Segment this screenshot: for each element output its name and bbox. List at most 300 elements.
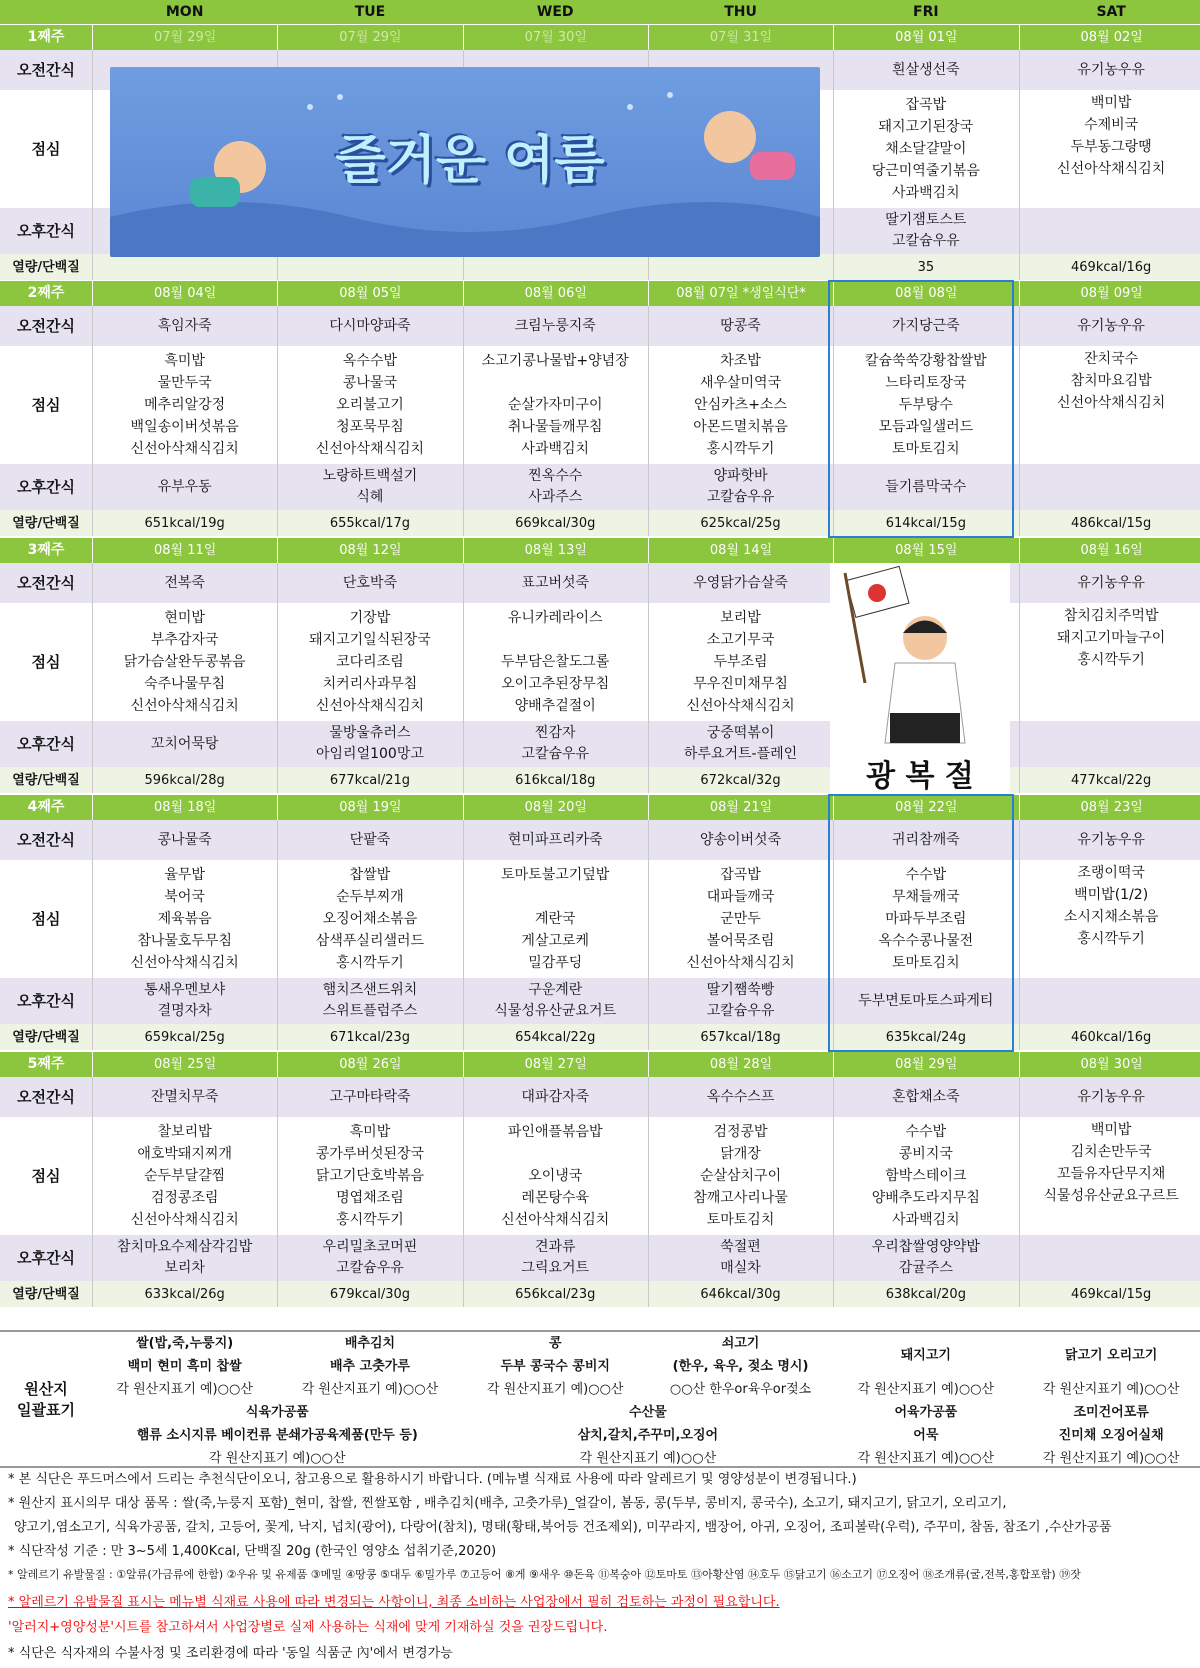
pm-item: 유부우동: [157, 478, 212, 495]
pm-label: 오후간식: [17, 221, 75, 240]
lunch-item: 닭개장: [720, 1146, 761, 1162]
lunch-item: 신선아삭채식김치: [130, 955, 239, 971]
date-cell: 08월 12일: [277, 537, 462, 563]
origin-cat2: 식육가공품: [245, 1405, 309, 1420]
grid-line: [1019, 820, 1020, 1050]
am-snack-cell: 우영닭가슴살죽: [693, 574, 788, 591]
day-header-thu: THU: [724, 3, 757, 20]
pm-item: 찐옥수수: [528, 468, 583, 484]
lunch-cell: [277, 860, 462, 978]
note-line: 양고기,염소고기, 식육가공품, 갈치, 고등어, 꽃게, 낙지, 넙치(광어), 다랑어(참치), 명태(황태,북어등 건조제외), 미꾸라지, 뱀장어, 아귀, 오징어, 조피볼락(우럭), 주꾸미, 참돔, 참조기 ,수산가공품: [14, 1520, 1112, 1535]
lunch-item: 숙주나물무침: [144, 676, 226, 692]
am-label: 오전간식: [17, 573, 75, 592]
pm-snack-cell: [648, 978, 833, 1024]
date-cell: 08월 19일: [277, 794, 462, 820]
kcal-cell: 672kcal/32g: [700, 772, 781, 788]
kcal-cell: 477kcal/22g: [1071, 772, 1152, 788]
lunch-item: 소고기무국: [706, 632, 775, 648]
day-header-tue: TUE: [354, 3, 386, 20]
date-cell: 08월 23일: [1019, 794, 1200, 820]
pm-snack-cell: [277, 978, 462, 1024]
kcal-cell: 679kcal/30g: [329, 1286, 411, 1302]
am-snack-cell: 유기농우유: [1077, 61, 1145, 78]
lunch-item: 제육볶음: [157, 911, 212, 927]
pm-item: 보리차: [164, 1260, 205, 1276]
pm-item: 참치마요수제삼각김밥: [117, 1239, 253, 1255]
lunch-cell: [833, 1117, 1018, 1235]
pm-item: 딸기쨈쑥빵: [706, 982, 775, 998]
lunch-cell: [1019, 346, 1200, 464]
kcal-label: 열량/단백질: [12, 1029, 80, 1045]
pm-item: 고칼슘우유: [521, 746, 590, 762]
kcal-cell: 651kcal/19g: [144, 515, 225, 531]
lunch-item: 순두부찌개: [336, 889, 404, 905]
am-snack-cell: 땅콩죽: [720, 317, 761, 334]
lunch-item: 사과백김치: [892, 1212, 960, 1228]
lunch-item: 안심카츠+소스: [694, 397, 787, 413]
pm-item: 하루요거트-플레인: [683, 746, 798, 762]
kcal-cell: 616kcal/18g: [515, 772, 596, 788]
lunch-item: 신선아삭채식김치: [130, 441, 239, 457]
origin-example: 각 원산지표기 예)○○산: [301, 1382, 439, 1397]
lunch-item: 두부조림: [713, 654, 768, 670]
lunch-item: 느타리토장국: [885, 375, 967, 391]
origin-example: 각 원산지표기 예)○○산: [116, 1382, 253, 1397]
lunch-item: 수수밥: [905, 867, 947, 883]
lunch-item: 마파두부조림: [885, 911, 967, 927]
lunch-item: 대파들깨국: [706, 889, 775, 905]
lunch-item: 코다리조림: [336, 654, 404, 670]
pm-snack-cell: [277, 721, 462, 767]
lunch-item: 차조밥: [720, 353, 761, 369]
am-snack-cell: 유기농우유: [1077, 574, 1145, 591]
kcal-label: 열량/단백질: [12, 772, 80, 788]
kcal-cell: 469kcal/16g: [1071, 259, 1152, 275]
pm-item: 아임리얼100망고: [316, 746, 424, 762]
note-line: * 알레르기 유발물질 : ①알류(가금류에 한함) ②우유 및 유제품 ③메밀 ④땅콩 ⑤대두 ⑥밀가루 ⑦고등어 ⑧게 ⑨새우 ⑩돈육 ⑪복숭아 ⑫토마토 ⑬아황산염 ⑭호두 ⑮닭고기 ⑯소고기 ⑰오징어 ⑱조개류(굴,전복,홍합포함) ⑲잣: [8, 1568, 1081, 1581]
lunch-item: 소고기콩나물밥+양념장: [481, 353, 629, 369]
lunch-item: 신선아삭채식김치: [1057, 395, 1166, 411]
lunch-item: 순두부달걀찜: [144, 1168, 226, 1184]
lunch-item: 참치마요김밥: [1070, 373, 1152, 389]
summer-banner-title: 즐거운 여름: [335, 130, 605, 191]
am-snack-cell: 단호박죽: [342, 574, 397, 591]
lunch-item: 홍시깍두기: [336, 955, 404, 971]
lunch-item: 레몬탕수육: [521, 1190, 590, 1206]
lunch-item: 양배추겉절이: [514, 698, 596, 714]
note-line: * 식단은 식자재의 수불사정 및 조리환경에 따라 '동일 식품군 內'에서 변경가능: [8, 1646, 453, 1661]
lunch-cell: [833, 90, 1018, 208]
kcal-cell: [463, 254, 648, 280]
lunch-item: 오징어채소볶음: [322, 911, 418, 927]
kcal-cell: [92, 254, 277, 280]
kcal-cell: 671kcal/23g: [329, 1029, 411, 1045]
lunch-item: 잡곡밥: [905, 97, 947, 113]
lunch-label: 점심: [31, 1166, 61, 1185]
lunch-item: 참깨고사리나물: [693, 1190, 788, 1206]
lunch-item: 무우진미채무침: [693, 676, 788, 692]
date-cell: 08월 02일: [1019, 24, 1200, 50]
pm-snack-cell: [92, 464, 277, 510]
date-cell: 08월 20일: [463, 794, 648, 820]
am-label: 오전간식: [17, 830, 75, 849]
note-line: * 식단작성 기준 : 만 3~5세 1,400Kcal, 단백질 20g (한국인 영양소 섭취기준,2020): [8, 1544, 497, 1559]
pm-item: 꼬치어묵탕: [150, 735, 219, 752]
am-snack-cell: 가지당근죽: [892, 317, 960, 334]
lunch-item: 신선아삭채식김치: [686, 955, 795, 971]
week-label: 1째주: [27, 28, 65, 45]
pm-item: 두부면토마토스파게티: [858, 992, 994, 1009]
pm-item: 결명자차: [157, 1003, 212, 1019]
kcal-cell: 669kcal/30g: [515, 515, 596, 531]
lunch-item: 모듬과일샐러드: [878, 419, 974, 435]
pm-snack-cell: [92, 978, 277, 1024]
lunch-item: 신선아삭채식김치: [1057, 161, 1166, 177]
am-label: 오전간식: [17, 316, 75, 335]
pm-snack-cell: [463, 464, 648, 510]
lunch-item: 돼지고기일식된장국: [309, 632, 431, 648]
lunch-item: 홍시깍두기: [1077, 931, 1145, 947]
lunch-label: 점심: [31, 652, 61, 671]
date-cell: 08월 14일: [648, 537, 833, 563]
lunch-cell: [1019, 603, 1200, 721]
lunch-cell: [1019, 860, 1200, 978]
lunch-item: 칼슘쑥쑥강황찹쌀밥: [864, 353, 987, 369]
date-cell: 08월 13일: [463, 537, 648, 563]
pm-item: 구운계란: [528, 982, 583, 998]
date-cell: 08월 25일: [92, 1051, 277, 1077]
lunch-item: 오이냉국: [528, 1168, 583, 1184]
origin-example2: 각 원산지표기 예)○○산: [209, 1451, 346, 1466]
lunch-item: 기장밥: [349, 610, 391, 626]
lunch-cell: [648, 603, 833, 721]
origin-example2: 각 원산지표기 예)○○산: [857, 1451, 995, 1466]
grid-line: [92, 50, 93, 280]
lunch-cell: [92, 346, 277, 464]
lunch-cell: [92, 860, 277, 978]
pm-snack-cell: [648, 464, 833, 510]
pm-snack-cell: [648, 1235, 833, 1281]
pm-snack-cell: [92, 721, 277, 767]
lunch-item: 수수밥: [905, 1124, 947, 1140]
date-cell: 07월 31일: [648, 24, 833, 50]
note-line: * 본 식단은 푸드머스에서 드리는 추천식단이오니, 참고용으로 활용하시기 바랍니다. (메뉴별 식재료 사용에 따라 알레르기 및 영양성분이 변경됩니다.): [8, 1472, 857, 1487]
week-label: 3째주: [27, 541, 65, 558]
lunch-cell: [463, 1117, 648, 1235]
pm-label: 오후간식: [17, 1248, 75, 1267]
lunch-cell: [277, 346, 462, 464]
lunch-item: 채소달걀말이: [885, 141, 967, 157]
lunch-cell: [648, 860, 833, 978]
lunch-item: 참치김치주먹밥: [1063, 608, 1159, 624]
am-snack-cell: 흑임자죽: [157, 317, 212, 334]
lunch-item: 율무밥: [164, 867, 205, 883]
lunch-item: 함박스테이크: [885, 1168, 967, 1184]
pm-item: 식물성유산균요거트: [494, 1003, 617, 1019]
pm-snack-cell: [1019, 978, 1200, 1024]
kcal-cell: 655kcal/17g: [329, 515, 411, 531]
lunch-item: 무채들깨국: [892, 889, 960, 905]
pm-item: 고칼슘우유: [336, 1260, 404, 1276]
lunch-item: 조랭이떡국: [1077, 865, 1145, 881]
origin-sub2: 진미채 오징어실채: [1058, 1428, 1164, 1443]
day-header-mon: MON: [165, 3, 204, 20]
lunch-item: 애호박돼지찌개: [137, 1146, 232, 1162]
lunch-item: 취나물들깨무침: [507, 419, 603, 435]
origin-sub: 백미 현미 흑미 찹쌀: [127, 1359, 242, 1374]
pm-snack-cell: [1019, 464, 1200, 510]
origin-cat: 돼지고기: [900, 1347, 951, 1363]
lunch-cell: [1019, 1117, 1200, 1235]
date-cell: 08월 18일: [92, 794, 277, 820]
lunch-item: 당근미역줄기볶음: [871, 163, 980, 179]
lunch-item: 신선아삭채식김치: [315, 698, 425, 714]
lunch-item: 참나물호두무침: [137, 933, 232, 949]
pm-item: 사과주스: [528, 489, 583, 505]
lunch-item: 잔치국수: [1084, 351, 1139, 367]
grid-line: [1019, 50, 1020, 280]
pm-snack-cell: [1019, 208, 1200, 254]
grid-line: [277, 1077, 278, 1307]
lunch-item: 북어국: [164, 889, 205, 905]
origin-cat2: 어육가공품: [894, 1405, 958, 1420]
date-cell: 08월 15일: [833, 537, 1018, 563]
lunch-label: 점심: [31, 909, 61, 928]
lunch-cell: [648, 1117, 833, 1235]
origin-sub2: 햄류 소시지류 베이컨류 분쇄가공육제품(만두 등): [136, 1428, 418, 1443]
am-snack-cell: 대파감자죽: [521, 1088, 590, 1105]
lunch-item: 잡곡밥: [720, 867, 761, 883]
day-header-sat: SAT: [1096, 3, 1126, 20]
kcal-cell: 486kcal/15g: [1071, 515, 1152, 531]
lunch-cell: [92, 603, 277, 721]
kcal-cell: 635kcal/24g: [885, 1029, 966, 1045]
origin-cat: 쇠고기: [721, 1336, 760, 1351]
grid-line: [1019, 306, 1020, 536]
pm-label: 오후간식: [17, 734, 75, 753]
grid-line: [648, 820, 649, 1050]
origin-title: [0, 1330, 92, 1468]
lunch-item: 사과백김치: [892, 185, 960, 201]
am-snack-cell: 단팥죽: [349, 831, 391, 848]
note-line: * 알레르기 유발물질 표시는 메뉴별 식재료 사용에 따라 변경되는 사항이니, 최종 소비하는 사업장에서 필히 검토하는 과정이 필요합니다.: [8, 1595, 780, 1610]
date-cell: 08월 04일: [92, 280, 277, 306]
lunch-item: 홍시깍두기: [1077, 652, 1145, 668]
kcal-cell: [277, 254, 462, 280]
grid-line: [463, 820, 464, 1050]
kcal-cell: 659kcal/25g: [144, 1029, 225, 1045]
grid-line: [833, 306, 834, 536]
pm-snack-cell: [833, 464, 1018, 510]
kcal-cell: [648, 254, 833, 280]
lunch-cell: [277, 1117, 462, 1235]
lunch-item: 메추리알강정: [144, 397, 226, 413]
am-snack-cell: 콩나물죽: [157, 831, 212, 848]
lunch-item: 백미밥: [1090, 95, 1132, 111]
lunch-item: 삼색푸실리샐러드: [315, 933, 425, 949]
lunch-item: 보리밥: [720, 610, 761, 626]
pm-item: 궁중떡볶이: [706, 725, 775, 741]
grid-line: [277, 820, 278, 1050]
kcal-cell: 35: [917, 259, 935, 275]
date-cell: 08월 28일: [648, 1051, 833, 1077]
lunch-item: 홍시깍두기: [706, 441, 775, 457]
summer-banner: [110, 67, 820, 257]
kcal-cell: 656kcal/23g: [515, 1286, 596, 1302]
pm-item: 우리찹쌀영양약밥: [871, 1239, 980, 1255]
kcal-cell: 677kcal/21g: [329, 772, 411, 788]
note-line: * 원산지 표시의무 대상 품목 : 쌀(죽,누룽지 포함)_현미, 찹쌀, 찐쌀포함 , 배추김치(배추, 고춧가루)_얼갈이, 봄동, 콩(두부, 콩비지, 콩국수), 소고기, 돼지고기, 닭고기, 오리고기,: [8, 1496, 1007, 1511]
grid-line: [92, 820, 93, 1050]
lunch-item: 아몬드멸치볶음: [693, 419, 788, 435]
lunch-item: 양배추도라지무침: [871, 1190, 980, 1206]
lunch-item: 흑미밥: [164, 353, 205, 369]
pm-snack-cell: [277, 464, 462, 510]
lunch-item: 토마토김치: [892, 955, 960, 971]
origin-sub2: 어묵: [913, 1428, 939, 1443]
kcal-cell: 469kcal/15g: [1071, 1286, 1152, 1302]
lunch-cell: [833, 860, 1018, 978]
holiday-label: 광 복 절: [866, 759, 974, 794]
pm-snack-cell: [463, 978, 648, 1024]
lunch-item: 콩가루버섯된장국: [315, 1146, 425, 1162]
date-cell: 08월 29일: [833, 1051, 1018, 1077]
am-snack-cell: 양송이버섯죽: [699, 831, 782, 848]
pm-item: 스위트플럼주스: [322, 1003, 418, 1019]
lunch-item: 사과백김치: [521, 441, 590, 457]
lunch-item: 계란국: [534, 911, 576, 927]
grid-line: [277, 306, 278, 536]
grid-line: [648, 1077, 649, 1307]
lunch-item: 두부담은찰도그롤: [501, 654, 610, 670]
flag-person-icon: [830, 563, 1010, 753]
lunch-item: 토마토김치: [892, 441, 960, 457]
kcal-cell: 657kcal/18g: [700, 1029, 781, 1045]
kcal-cell: 625kcal/25g: [700, 515, 781, 531]
origin-cat2: 조미건어포류: [1073, 1405, 1149, 1420]
am-snack-cell: 귀리참깨죽: [892, 831, 960, 848]
lunch-cell: [463, 603, 648, 721]
am-snack-cell: 혼합채소죽: [892, 1088, 960, 1105]
pm-item: 양파핫바: [713, 468, 768, 484]
lunch-item: 닭가슴살완두콩볶음: [123, 654, 246, 670]
grid-line: [92, 306, 93, 536]
lunch-item: 치커리사과무침: [322, 676, 418, 692]
origin-sub: 두부 콩국수 콩비지: [500, 1359, 610, 1374]
lunch-item: 순살가자미구이: [507, 397, 603, 413]
grid-line: [833, 50, 834, 280]
pm-snack-cell: [277, 1235, 462, 1281]
pm-snack-cell: [648, 721, 833, 767]
pm-snack-cell: [463, 1235, 648, 1281]
lunch-item: 옥수수콩나물전: [878, 933, 974, 949]
am-snack-cell: 표고버섯죽: [521, 574, 590, 591]
kcal-cell: 654kcal/22g: [515, 1029, 596, 1045]
am-snack-cell: 옥수수스프: [706, 1088, 775, 1105]
pm-snack-cell: [1019, 1235, 1200, 1281]
lunch-item: 오이고추된장무침: [501, 676, 610, 692]
lunch-cell: [92, 1117, 277, 1235]
grid-line: [1019, 1077, 1020, 1307]
liberation-day-illustration: [830, 563, 1010, 795]
lunch-item: 청포묵무침: [336, 419, 404, 435]
pm-item: 찐감자: [534, 725, 576, 741]
lunch-item: 유니카레라이스: [507, 610, 603, 626]
lunch-item: 꼬들유자단무지채: [1057, 1166, 1166, 1182]
date-cell: 08월 26일: [277, 1051, 462, 1077]
lunch-cell: [463, 346, 648, 464]
lunch-item: 김치손만두국: [1070, 1144, 1152, 1160]
lunch-item: 콩나물국: [342, 375, 397, 391]
date-cell: 08월 22일: [833, 794, 1018, 820]
week-label: 2째주: [27, 284, 65, 301]
lunch-item: 군만두: [720, 911, 761, 927]
grid-line: [648, 563, 649, 793]
pm-item: 딸기잼토스트: [885, 212, 967, 228]
pm-item: 고칼슘우유: [892, 233, 960, 249]
lunch-item: 두부동그랑땡: [1070, 139, 1152, 155]
day-header-fri: FRI: [913, 3, 939, 20]
week-label: 5째주: [27, 1055, 65, 1072]
lunch-item: 홍시깍두기: [336, 1212, 404, 1228]
lunch-item: 옥수수밥: [342, 353, 397, 369]
am-snack-cell: 유기농우유: [1077, 1088, 1145, 1105]
pm-label: 오후간식: [17, 991, 75, 1010]
date-cell: 07월 29일: [277, 24, 462, 50]
pm-snack-cell: [1019, 721, 1200, 767]
date-cell: 08월 07일 *생일식단*: [648, 280, 833, 306]
lunch-item: 물만두국: [157, 375, 212, 391]
lunch-item: 순살삼치구이: [699, 1168, 782, 1184]
am-label: 오전간식: [17, 1087, 75, 1106]
kcal-cell: 614kcal/15g: [885, 515, 966, 531]
grid-line: [92, 1077, 93, 1307]
pm-label: 오후간식: [17, 477, 75, 496]
origin-example2: 각 원산지표기 예)○○산: [1042, 1451, 1180, 1466]
grid-line: [92, 563, 93, 793]
kcal-cell: 638kcal/20g: [885, 1286, 966, 1302]
pm-item: 통새우멘보샤: [144, 982, 226, 998]
am-label: 오전간식: [17, 60, 75, 79]
pm-item: 고칼슘우유: [706, 1003, 775, 1019]
origin-example: ○○산 한우or육우or젖소: [669, 1382, 812, 1397]
date-cell: 08월 16일: [1019, 537, 1200, 563]
pm-item: 쑥절편: [720, 1239, 761, 1255]
am-snack-cell: 크림누룽지죽: [514, 317, 596, 334]
lunch-item: 백미밥(1/2): [1074, 887, 1149, 903]
kcal-label: 열량/단백질: [12, 1286, 80, 1302]
lunch-item: 게살고로케: [521, 933, 590, 949]
lunch-cell: [463, 860, 648, 978]
pm-item: 햄치즈샌드위치: [322, 982, 418, 998]
grid-line: [277, 563, 278, 793]
origin-sub: (한우, 육우, 젖소 명시): [672, 1359, 809, 1374]
grid-line: [463, 306, 464, 536]
origin-example2: 각 원산지표기 예)○○산: [579, 1451, 717, 1466]
lunch-item: 신선아삭채식김치: [130, 1212, 239, 1228]
lunch-item: 신선아삭채식김치: [501, 1212, 610, 1228]
lunch-item: 볼어묵조림: [706, 933, 775, 949]
lunch-item: 두부탕수: [898, 397, 953, 413]
date-cell: 08월 30일: [1019, 1051, 1200, 1077]
pm-item: 고칼슘우유: [706, 489, 775, 505]
origin-cat: 콩: [548, 1336, 562, 1351]
grid-line: [463, 1077, 464, 1307]
am-snack-cell: 고구마타락죽: [329, 1088, 411, 1105]
lunch-item: 신선아삭채식김치: [130, 698, 239, 714]
am-snack-cell: 현미파프리카죽: [507, 831, 603, 848]
pm-item: 우리밀초코머핀: [322, 1239, 418, 1255]
